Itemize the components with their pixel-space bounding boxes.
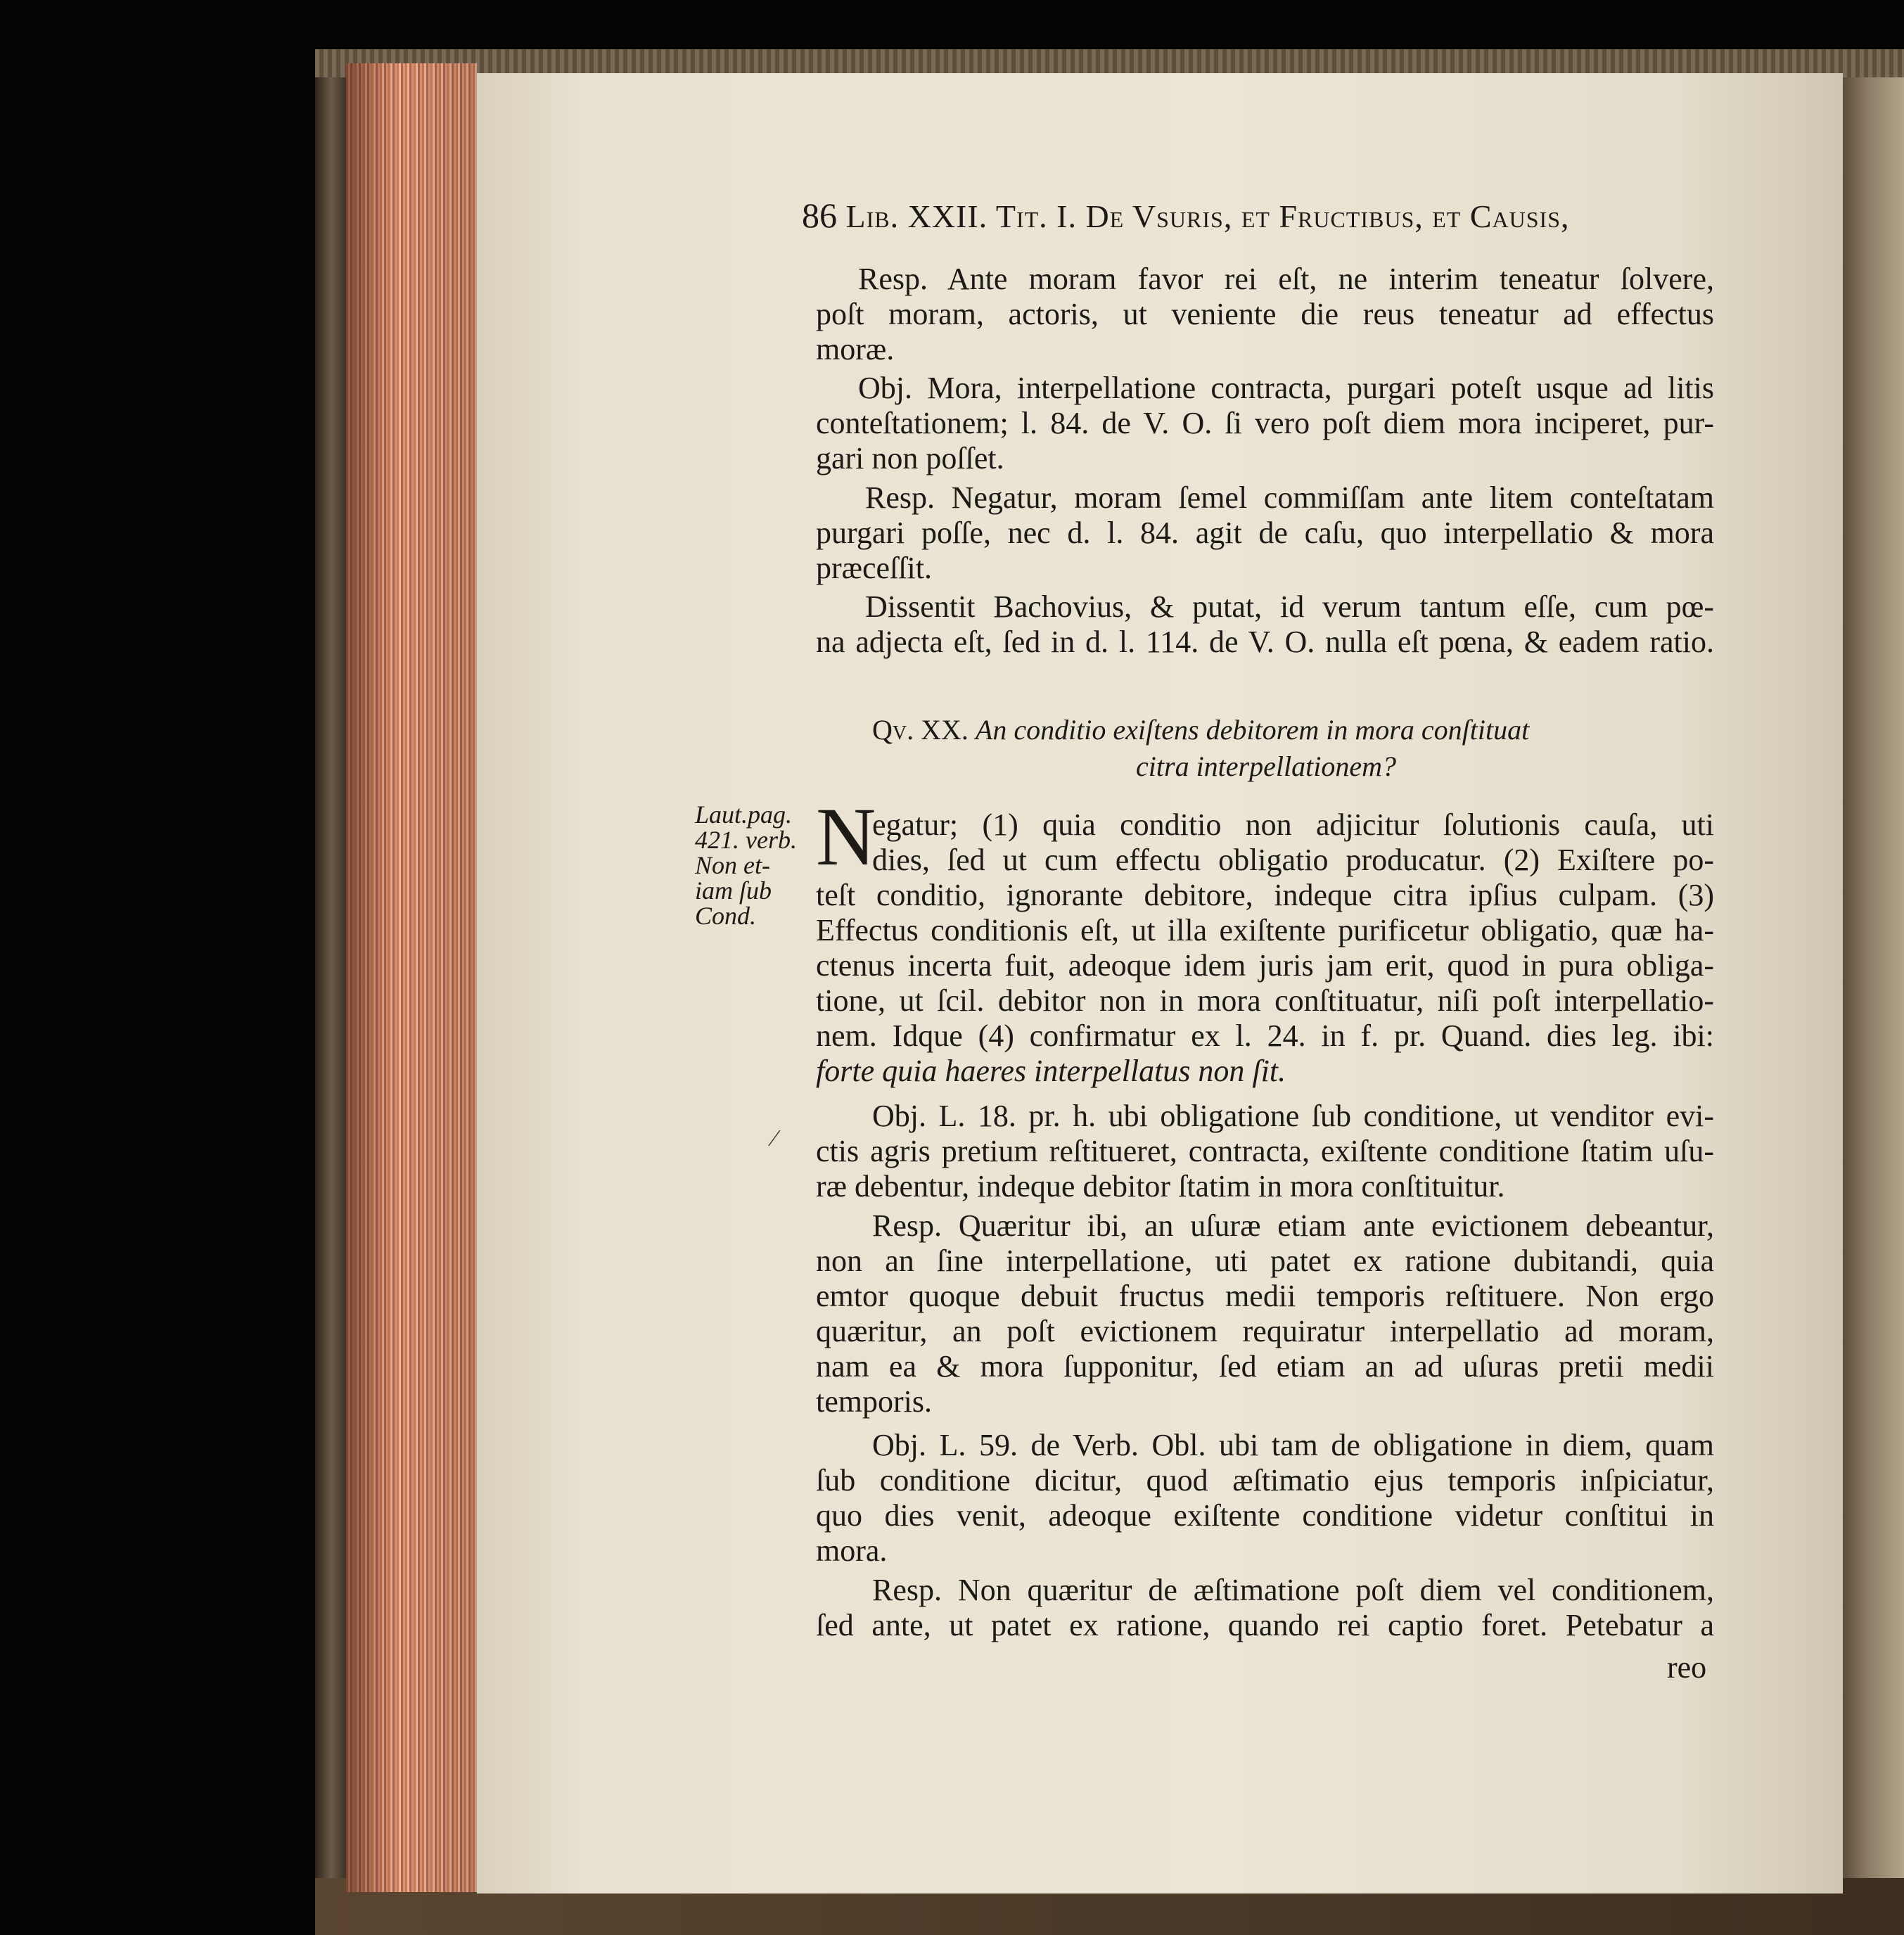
text-line: nam ea & mora ſupponitur, ſed etiam an ad uſuras pretii medii bbox=[816, 1349, 1714, 1384]
margin-note-line: Cond. bbox=[695, 902, 757, 930]
text-line: moræ. bbox=[816, 332, 895, 366]
text-line: teſt conditio, ignorante debitore, indeque citra ipſius culpam. (3) bbox=[816, 878, 1714, 912]
margin-note-line: iam ſub bbox=[695, 876, 772, 905]
text-line: egatur; (1) quia conditio non adjicitur ſolutionis cauſa, uti bbox=[872, 807, 1714, 842]
text-line: Obj. Mora, interpellatione contracta, purgari poteſt usque ad litis bbox=[858, 371, 1714, 405]
text-line: non an ſine interpellatione, uti patet ex ratione dubitandi, quia bbox=[816, 1244, 1714, 1278]
text-line: Resp. Negatur, moram ſemel commiſſam ante litem conteſtatam bbox=[865, 480, 1714, 515]
paragraph-negatur bbox=[816, 807, 1714, 1089]
paragraph-obj-3 bbox=[816, 1428, 1714, 1569]
paragraph-resp-1 bbox=[816, 262, 1714, 367]
margin-note-line: Non et- bbox=[695, 851, 770, 879]
paragraph-obj-1 bbox=[816, 371, 1714, 476]
text-line: forte quia haeres interpellatus non ſit. bbox=[816, 1054, 1286, 1088]
text-line: ræ debentur, indeque debitor ſtatim in mora conſtituitur. bbox=[816, 1169, 1505, 1203]
text-line: ſub conditione dicitur, quod æſtimatio ejus temporis inſpiciatur, bbox=[816, 1463, 1714, 1497]
page-edges-shadow bbox=[346, 63, 477, 1892]
drop-capital: N bbox=[816, 791, 876, 883]
text-line: gari non poſſet. bbox=[816, 441, 1004, 475]
margin-note-line: Laut.pag. bbox=[695, 800, 793, 829]
text-line: Obj. L. 18. pr. h. ubi obligatione ſub conditione, ut venditor evi- bbox=[872, 1099, 1714, 1133]
running-header bbox=[802, 196, 1688, 236]
text-line: Effectus conditionis eſt, ut illa exiſtente purificetur obligatio, quæ ha- bbox=[816, 913, 1714, 947]
book-binding bbox=[315, 77, 347, 1878]
page-number: 86 bbox=[802, 196, 837, 235]
text-line: conteſtationem; l. 84. de V. O. ſi vero poſt diem mora inciperet, pur- bbox=[816, 406, 1714, 440]
text-line: tione, ut ſcil. debitor non in mora conſtituatur, niſi poſt interpellatio- bbox=[816, 983, 1714, 1018]
margin-note-line: 421. verb. bbox=[695, 826, 797, 854]
facing-page-edge bbox=[1843, 77, 1904, 1878]
margin-mark: ⁄ bbox=[772, 1125, 777, 1151]
text-line: Resp. Non quæritur de æſtimatione poſt diem vel conditionem, bbox=[872, 1573, 1714, 1607]
paragraph-obj-2 bbox=[816, 1099, 1714, 1204]
text-line: quo dies venit, adeoque exiſtente conditione videtur conſtitui in bbox=[816, 1498, 1714, 1533]
text-line: mora. bbox=[816, 1533, 888, 1568]
text-line: poſt moram, actoris, ut veniente die reus teneatur ad effectus bbox=[816, 297, 1714, 331]
paragraph-resp-3 bbox=[816, 1208, 1714, 1419]
question-label: Qv. XX. bbox=[872, 714, 969, 746]
catchword: reo bbox=[1667, 1650, 1707, 1685]
text-line: Resp. Ante moram favor rei eſt, ne interim teneatur ſolvere, bbox=[858, 262, 1714, 296]
text-line: temporis. bbox=[816, 1384, 932, 1419]
paragraph-resp-4 bbox=[816, 1573, 1714, 1643]
question-line-2: citra interpellationem? bbox=[1136, 751, 1396, 782]
text-line: purgari poſſe, nec d. l. 84. agit de caſu, quo interpellatio & mora bbox=[816, 516, 1714, 550]
text-line: quæritur, an poſt evictionem requiratur interpellatio ad moram, bbox=[816, 1314, 1714, 1348]
text-line: Dissentit Bachovius, & putat, id verum tantum eſſe, cum pœ- bbox=[865, 589, 1714, 624]
running-title: Lib. XXII. Tit. I. De Vsuris, et Fructibus, et Causis, bbox=[845, 198, 1570, 234]
text-line: ctenus incerta fuit, adeoque idem juris jam erit, quod in pura obliga- bbox=[816, 948, 1714, 983]
text-line: ſed ante, ut patet ex ratione, quando rei captio foret. Petebatur a bbox=[816, 1608, 1714, 1642]
text-line: præceſſit. bbox=[816, 551, 932, 585]
question-line-1: An conditio exiſtens debitorem in mora conſtituat bbox=[975, 714, 1530, 746]
text-line: nem. Idque (4) confirmatur ex l. 24. in f. pr. Quand. dies leg. ibi: bbox=[816, 1018, 1714, 1053]
margin-note bbox=[695, 802, 814, 928]
paragraph-dissentit bbox=[816, 589, 1714, 660]
text-line: ctis agris pretium reſtitueret, contracta, exiſtente conditione ſtatim uſu- bbox=[816, 1134, 1714, 1168]
text-line: na adjecta eſt, ſed in d. l. 114. de V. O. nulla eſt pœna, & eadem ratio. bbox=[816, 625, 1714, 659]
question-heading bbox=[872, 712, 1660, 785]
text-line: Resp. Quæritur ibi, an uſuræ etiam ante evictionem debeantur, bbox=[872, 1208, 1714, 1243]
text-line: Obj. L. 59. de Verb. Obl. ubi tam de obligatione in diem, quam bbox=[872, 1428, 1714, 1462]
text-line: emtor quoque debuit fructus medii temporis reſtituere. Non ergo bbox=[816, 1279, 1714, 1313]
paragraph-resp-2 bbox=[816, 480, 1714, 586]
text-line: dies, ſed ut cum effectu obligatio producatur. (2) Exiſtere po- bbox=[872, 843, 1714, 877]
